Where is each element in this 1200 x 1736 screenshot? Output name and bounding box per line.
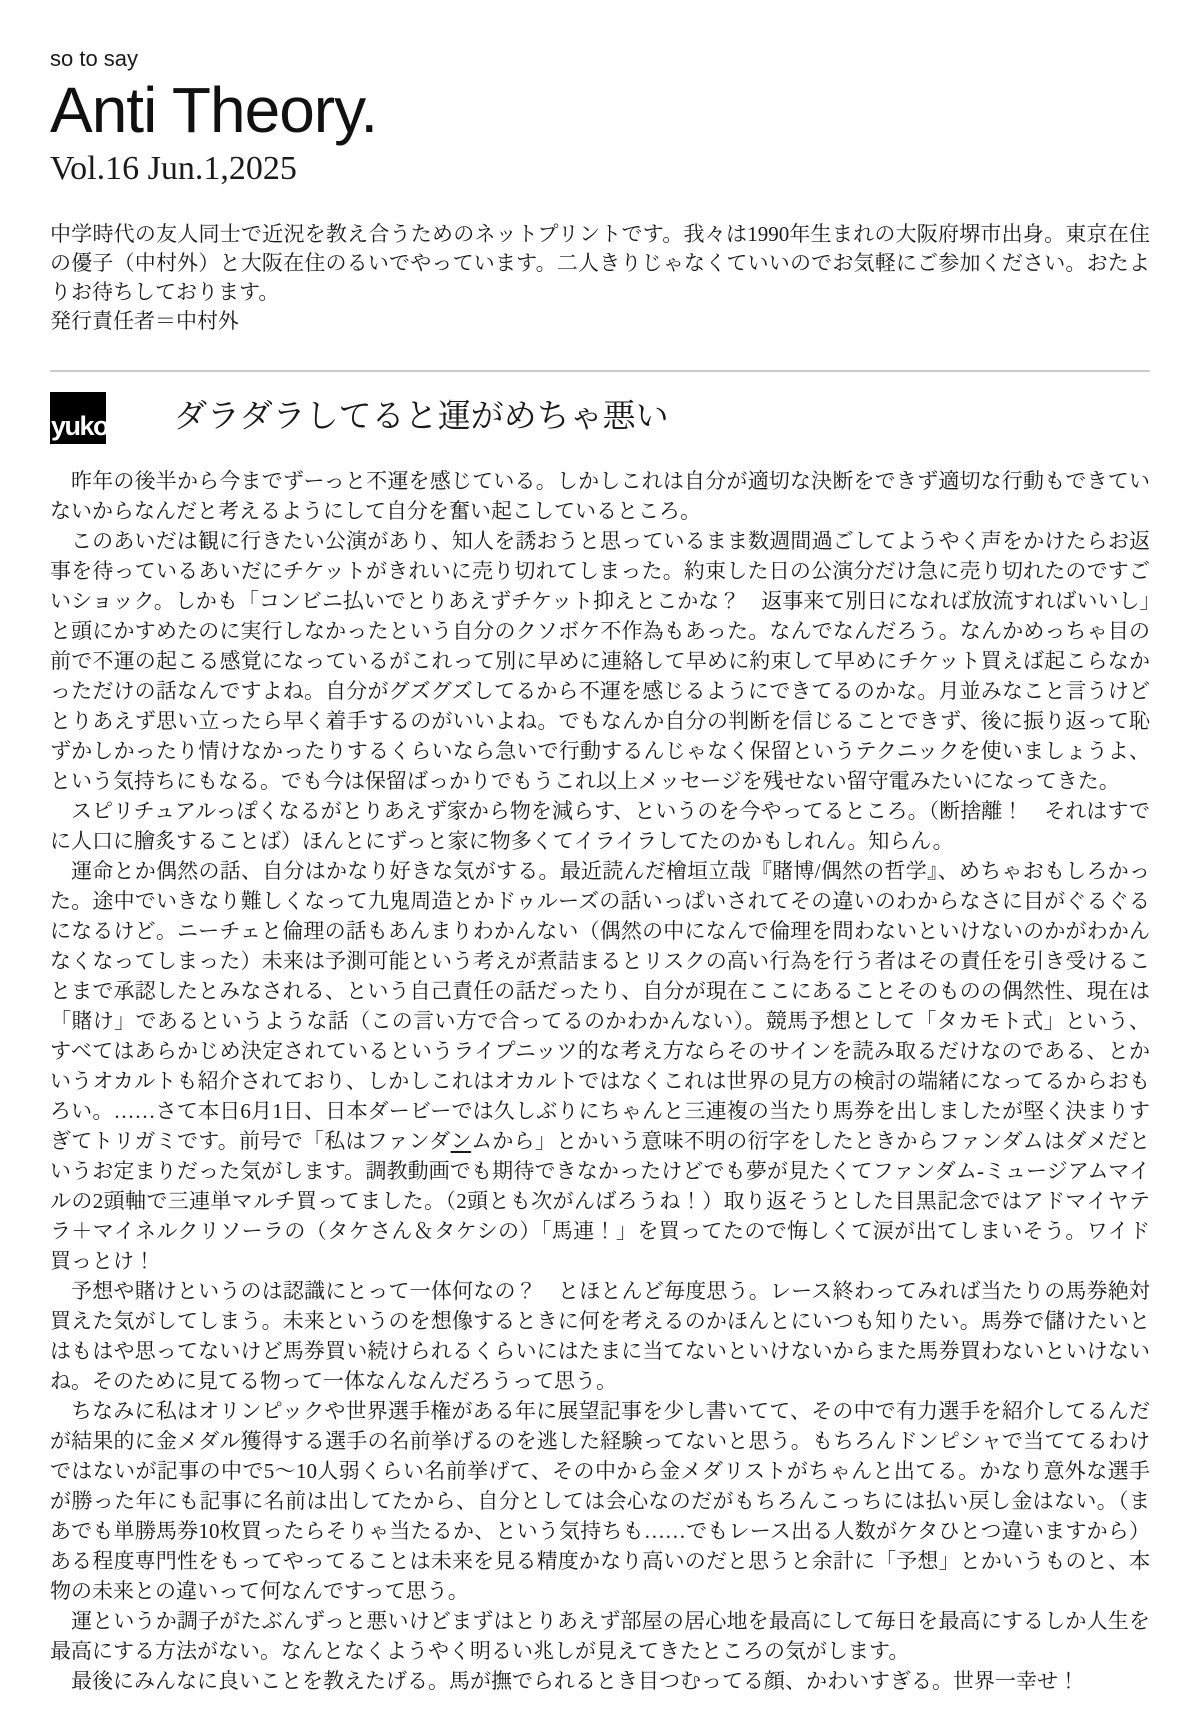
article-paragraph: 最後にみんなに良いことを教えたげる。馬が撫でられるとき目つむってる顔、かわいすぎる。世界一幸せ！	[71, 1669, 1079, 1693]
section-divider	[50, 370, 1150, 372]
author-badge: yuko	[50, 392, 106, 444]
article-section	[50, 392, 1150, 1696]
article-paragraph: ちなみに私はオリンピックや世界選手権がある年に展望記事を少し書いてて、その中で有力選手を紹介してるんだが結果的に金メダル獲得する選手の名前挙げるのを逃した経験ってないと思う。もちろんドンピシャで当ててるわけではないが記事の中で5〜10人弱くらい名前挙げて、その中から金メダリストがちゃんと出てる。かなり意外な選手が勝った年にも記事に名前は出してたから、自分としては会心なのだがもちろんこっちには払い戻し金はない。（まあでも単勝馬券10枚買ったらそりゃ当たるか、という気持ちも……でもレース出る人数がケタひとつ違いますから）ある程度専門性をもってやってることは未来を見る精度かなり高いのだと思うと余計に「予想」とかいうものと、本物の未来との違いって何なんですって思う。	[50, 1399, 1150, 1603]
article-title: ダラダラしてると運がめちゃ悪い	[174, 399, 669, 436]
article-paragraphs	[50, 466, 1150, 1696]
article-paragraph: 運命とか偶然の話、自分はかなり好きな気がする。最近読んだ檜垣立哉『賭博/偶然の哲学』、めちゃおもしろかった。途中でいきなり難しくなって九鬼周造とかドゥルーズの話いっぱいされてその違いのわからなさに目がぐるぐるになるけど。ニーチェと倫理の話もあんまりわかんない（偶然の中になんで倫理を問わないといけないのかがわかんなくなってしまった）未来は予測可能という考えが煮詰まるとリスクの高い行為を行う者はその責任を引き受けることまで承認したとみなされる、という自己責任の話だったり、自分が現在ここにあることそのものの偶然性、現在は「賭け」であるというような話（この言い方で合ってるのかわかんない）。競馬予想として「タカモト式」という、すべてはあらかじめ決定されているというライプニッツ的な考え方ならそのサインを読み取るだけなのである、とかいうオカルトも紹介されており、しかしこれはオカルトではなくこれは世界の見方の検討の端緒になってるからおもろい。……さて本日6月1日、日本ダービーでは久しぶりにちゃんと三連複の当たり馬券を出しましたが堅く決まりすぎてトリガミです。前号で「私はファンダンムから」とかいう意味不明の衍字をしたときからファンダムはダメだというお定まりだった気がします。調教動画でも期待できなかったけどでも夢が見たくてファンダム-ミュージアムマイルの2頭軸で三連単マルチ買ってました。（2頭とも次がんばろうね！）取り返そうとした目黒記念ではアドマイヤテラ＋マイネルクリソーラの（タケさん＆タケシの）「馬連！」を買ってたので悔しくて涙が出てしまいそう。ワイド買っとけ！	[50, 859, 1150, 1273]
intro-description: 中学時代の友人同士で近況を教え合うためのネットプリントです。我々は1990年生まれの大阪府堺市出身。東京在住の優子（中村外）と大阪在住のるいでやっています。二人きりじゃなくていいのでお気軽にご参加ください。おたよりお待ちしております。	[50, 222, 1150, 304]
masthead	[50, 46, 1150, 188]
kicker: so to say	[50, 46, 139, 71]
article-paragraph: このあいだは観に行きたい公演があり、知人を誘おうと思っているまま数週間過ごしてようやく声をかけたらお返事を待っているあいだにチケットがきれいに売り切れてしまった。約束した日の公演分だけ急に売り切れたのですごいショック。しかも「コンビニ払いでとりあえずチケット抑えとこかな？ 返事来て別日になれば放流すればいいし」と頭にかすめたのに実行しなかったという自分のクソボケ不作為もあった。なんでなんだろう。なんかめっちゃ目の前で不運の起こる感覚になっているがこれって別に早めに連絡して早めに約束して早めにチケット買えば起こらなかっただけの話なんですよね。自分がグズグズしてるから不運を感じるようにできてるのかな。月並みなこと言うけどとりあえず思い立ったら早く着手するのがいいよね。でもなんか自分の判断を信じることできず、後に振り返って恥ずかしかったり情けなかったりするくらいなら急いで行動するんじゃなく保留というテクニックを使いましょうよ、という気持ちにもなる。でも今は保留ばっかりでもうこれ以上メッセージを残せない留守電みたいになってきた。	[50, 529, 1150, 793]
issue-date: Vol.16 Jun.1,2025	[50, 150, 297, 187]
article-paragraph: スピリチュアルっぽくなるがとりあえず家から物を減らす、というのを今やってるところ。（断捨離！ それはすでに人口に膾炙することば）ほんとにずっと家に物多くてイライラしてたのかもしれん。知らん。	[50, 799, 1150, 853]
article-paragraph: 昨年の後半から今までずーっと不運を感じている。しかしこれは自分が適切な決断をできず適切な行動もできていないからなんだと考えるようにして自分を奮い起こしているところ。	[50, 469, 1150, 523]
intro-section	[50, 220, 1150, 336]
article-paragraph: 予想や賭けというのは認識にとって一体何なの？ とほとんど毎度思う。レース終わってみれば当たりの馬券絶対買えた気がしてしまう。未来というのを想像するときに何を考えるのかほんとにいつも知りたい。馬券で儲けたいとはもはや思ってないけど馬券買い続けられるくらいにはたまに当てないといけないからまた馬券買わないといけないね。そのために見てる物って一体なんなんだろうって思う。	[50, 1279, 1150, 1393]
article-header	[50, 392, 1150, 444]
page-title: Anti Theory.	[50, 74, 378, 146]
publisher-line: 発行責任者＝中村外	[50, 309, 239, 333]
article-paragraph: 運というか調子がたぶんずっと悪いけどまずはとりあえず部屋の居心地を最高にして毎日を最高にするしか人生を最高にする方法がない。なんとなくようやく明るい兆しが見えてきたところの気がします。	[50, 1609, 1150, 1663]
